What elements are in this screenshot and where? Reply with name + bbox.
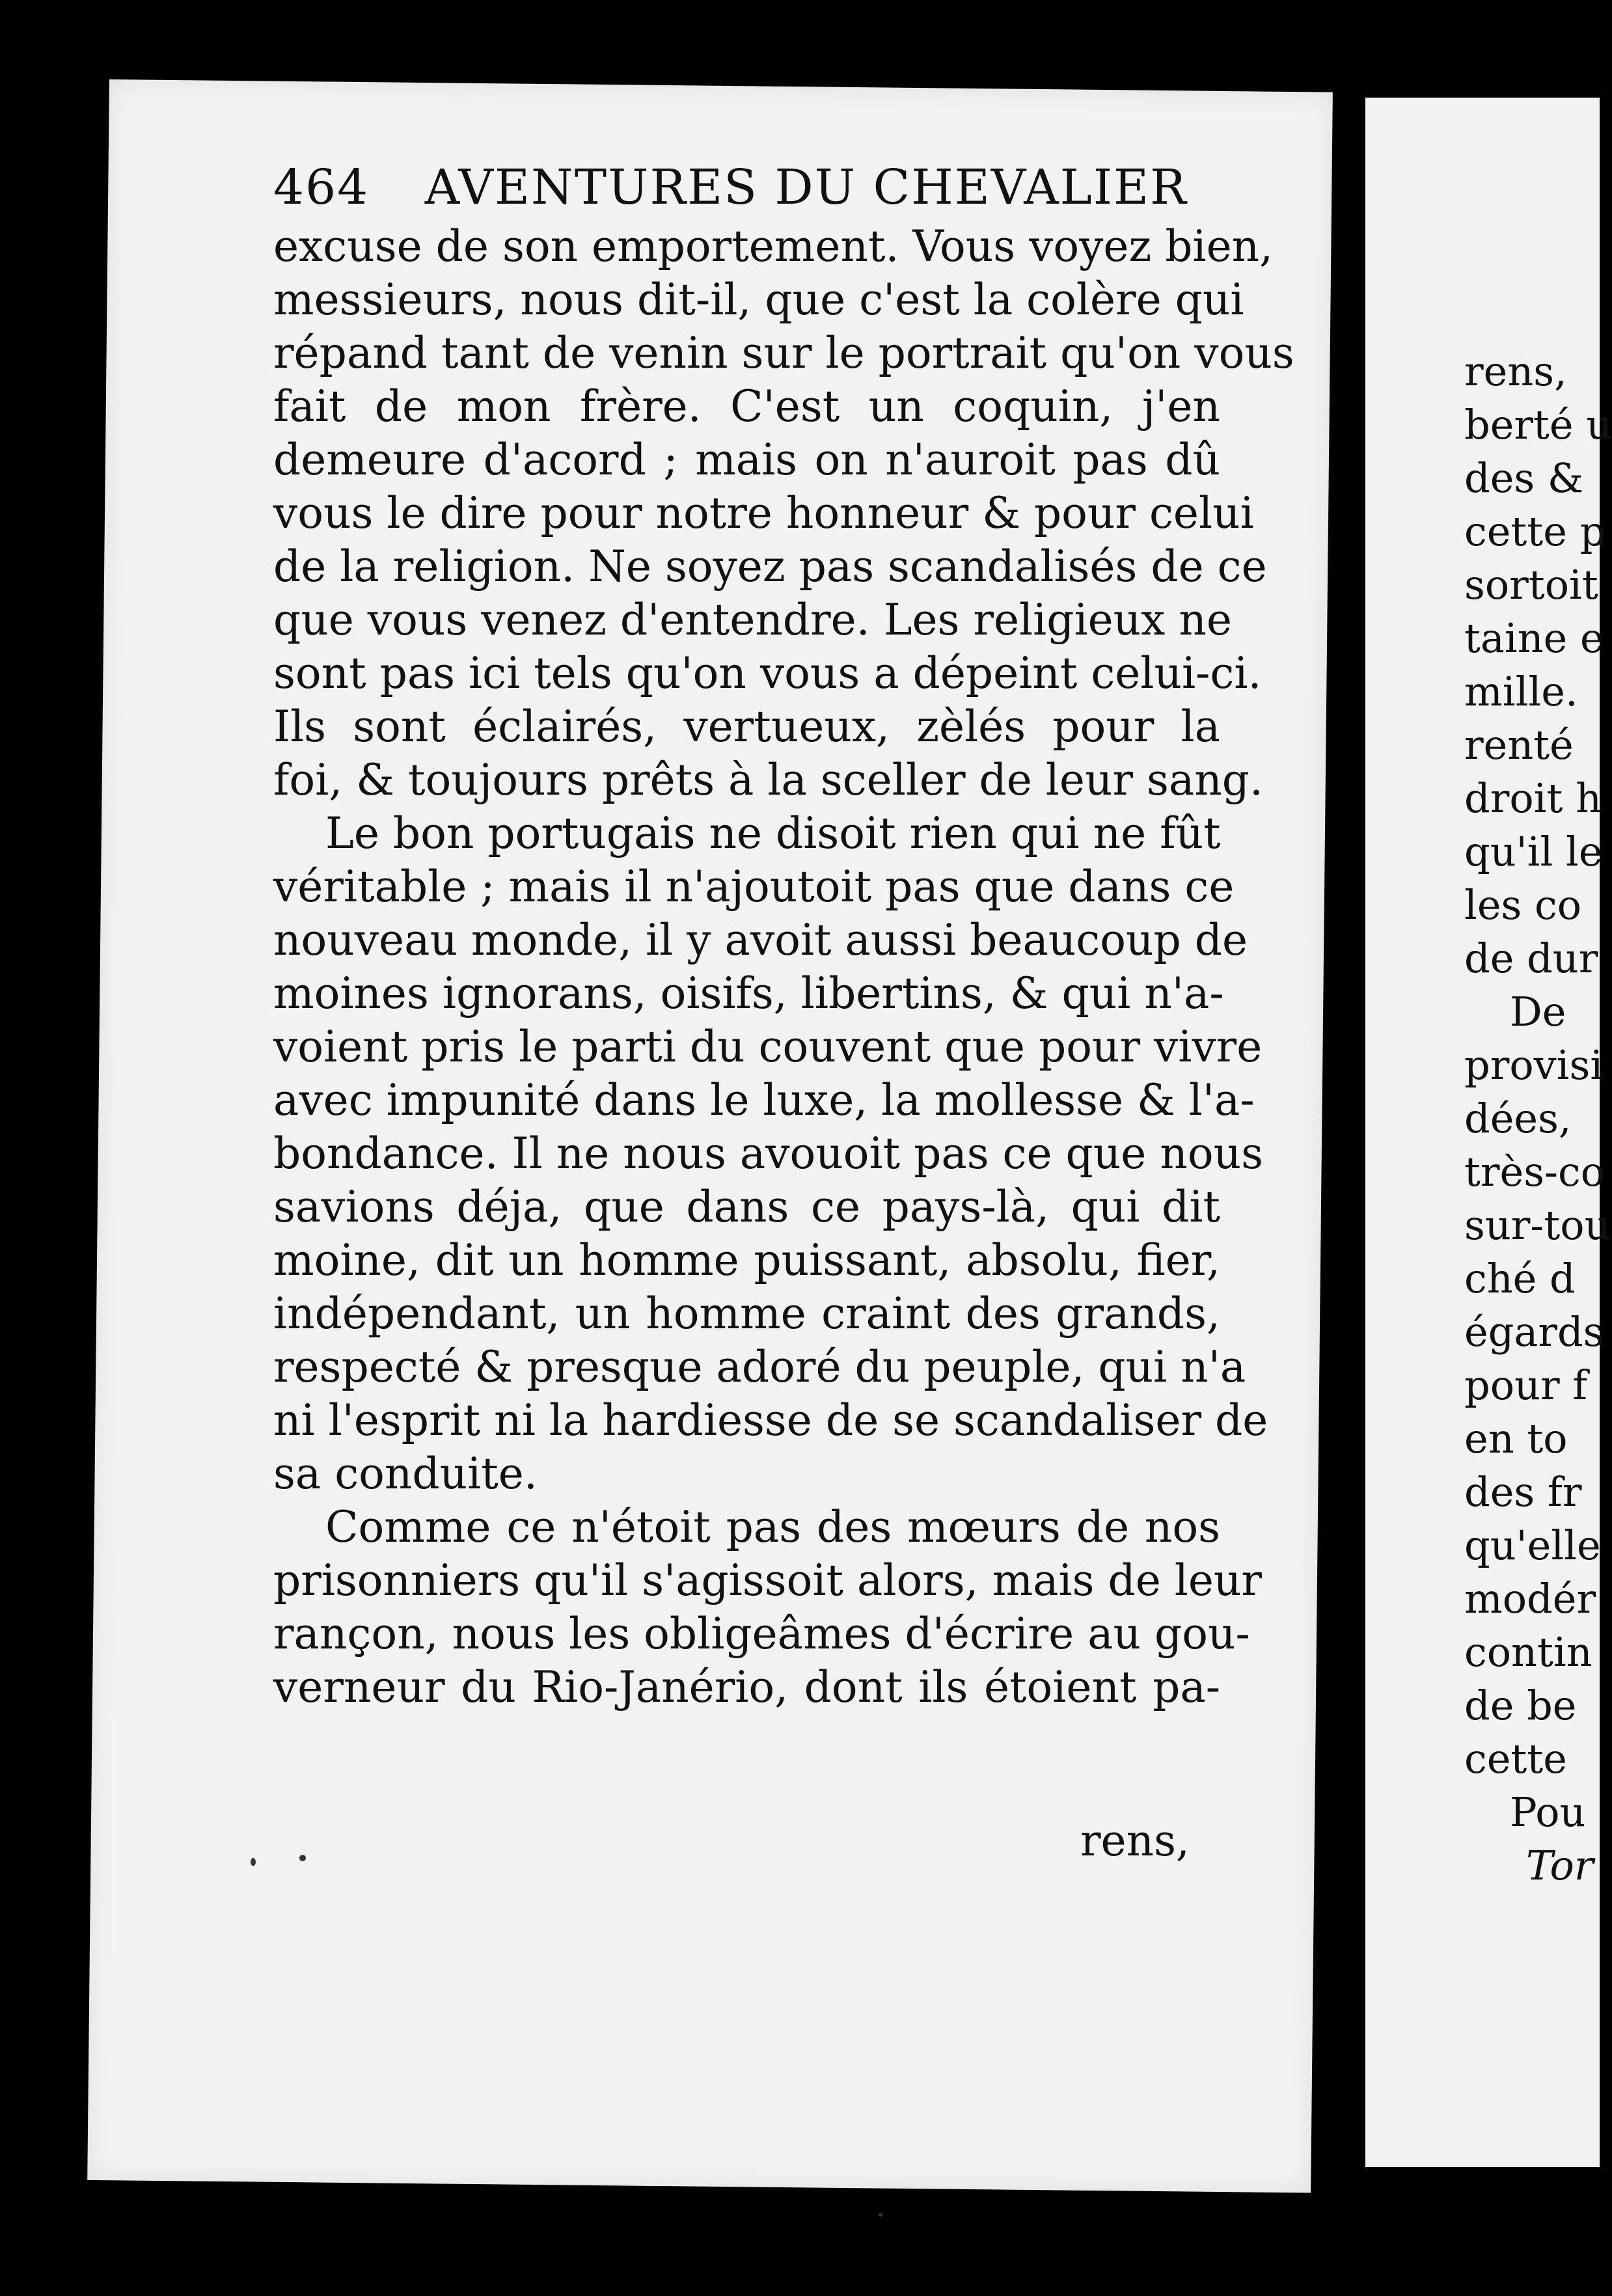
text-line: renté	[1464, 721, 1574, 769]
page-number: 464	[273, 159, 370, 215]
text-line: de be	[1464, 1682, 1577, 1729]
text-line: moine, dit un homme puissant, absolu, fier,	[273, 1235, 1220, 1285]
text-line: ché d	[1464, 1255, 1576, 1302]
running-head	[273, 159, 1188, 215]
text-line: pour f	[1464, 1361, 1588, 1409]
text-line: sa conduite.	[273, 1449, 538, 1499]
text-line: voient pris le parti du couvent que pour vivre	[273, 1022, 1263, 1072]
text-line: de dur	[1464, 935, 1598, 982]
text-line: véritable ; mais il n'ajoutoit pas que dans ce	[273, 862, 1235, 912]
text-line: avec impunité dans le luxe, la mollesse & l'a-	[273, 1075, 1255, 1125]
text-line: Le bon portugais ne disoit rien qui ne fût	[325, 808, 1221, 858]
text-line: vous le dire pour notre honneur & pour celui	[273, 488, 1254, 538]
text-line: demeure d'acord ; mais on n'auroit pas dû	[273, 435, 1220, 485]
text-line: les co	[1464, 881, 1582, 929]
text-line: égards	[1464, 1308, 1604, 1356]
text-line: en to	[1464, 1415, 1568, 1462]
text-line: indépendant, un homme craint des grands,	[273, 1289, 1220, 1339]
text-line: berté u	[1464, 401, 1612, 448]
text-line: mille.	[1464, 668, 1578, 715]
text-line: droit h	[1464, 774, 1602, 822]
paper-speck	[879, 2213, 882, 2217]
running-head-title: AVENTURES DU CHEVALIER	[424, 159, 1188, 215]
text-line: dées,	[1464, 1095, 1572, 1142]
text-line: nouveau monde, il y avoit aussi beaucoup de	[273, 915, 1248, 965]
text-line: verneur du Rio-Janério, dont ils étoient pa-	[273, 1662, 1220, 1712]
text-line: de la religion. Ne soyez pas scandalisés de ce	[273, 541, 1267, 592]
text-line: fait de mon frère. C'est un coquin, j'en	[273, 381, 1220, 431]
text-line: savions déja, que dans ce pays-là, qui dit	[273, 1182, 1220, 1232]
text-line: Comme ce n'étoit pas des mœurs de nos	[325, 1502, 1220, 1552]
text-line: sortoit	[1464, 561, 1598, 608]
text-line: provisi	[1464, 1041, 1604, 1089]
text-line: excuse de son emportement. Vous voyez bien,	[273, 221, 1274, 271]
text-line: répand tant de venin sur le portrait qu'on vous	[273, 328, 1294, 378]
text-line: cette p	[1464, 508, 1606, 555]
text-line: Pou	[1510, 1788, 1586, 1836]
catchword: rens,	[1080, 1816, 1190, 1866]
left-page-text	[273, 220, 1294, 1714]
text-line: contin	[1464, 1628, 1592, 1676]
text-line: foi, & toujours prêts à la sceller de leur sang.	[273, 755, 1263, 805]
text-line: sur-tou	[1464, 1201, 1611, 1249]
text-line: respecté & presque adoré du peuple, qui n'a	[273, 1342, 1246, 1392]
text-line: Tor	[1526, 1842, 1594, 1889]
text-line: taine e	[1464, 614, 1604, 662]
text-line: des &	[1464, 454, 1584, 502]
text-line: modér	[1464, 1575, 1596, 1622]
text-line: De	[1510, 988, 1566, 1035]
text-line: que vous venez d'entendre. Les religieux ne	[273, 595, 1232, 645]
text-line: moines ignorans, oisifs, libertins, & qui n'a-	[273, 968, 1224, 1018]
text-line: bondance. Il ne nous avouoit pas ce que nous	[273, 1128, 1263, 1179]
text-line: messieurs, nous dit-il, que c'est la colère qui	[273, 275, 1244, 325]
paper-speck	[251, 1858, 256, 1866]
text-line: qu'il le	[1464, 828, 1603, 875]
text-line: ni l'esprit ni la hardiesse de se scandaliser de	[273, 1395, 1268, 1445]
paper-speck	[299, 1855, 306, 1861]
text-line: qu'elle	[1464, 1522, 1601, 1569]
text-line: sont pas ici tels qu'on vous a dépeint celui-ci.	[273, 648, 1262, 698]
text-line: Ils sont éclairés, vertueux, zèlés pour la	[273, 702, 1220, 752]
right-page-text	[1464, 345, 1612, 1893]
text-line: cette	[1464, 1735, 1567, 1783]
text-line: très-co	[1464, 1148, 1605, 1196]
text-line: rens,	[1464, 348, 1567, 395]
text-line: rançon, nous les obligeâmes d'écrire au gou-	[273, 1609, 1250, 1659]
text-line: des fr	[1464, 1468, 1582, 1516]
text-line: prisonniers qu'il s'agissoit alors, mais de leur	[273, 1555, 1262, 1606]
